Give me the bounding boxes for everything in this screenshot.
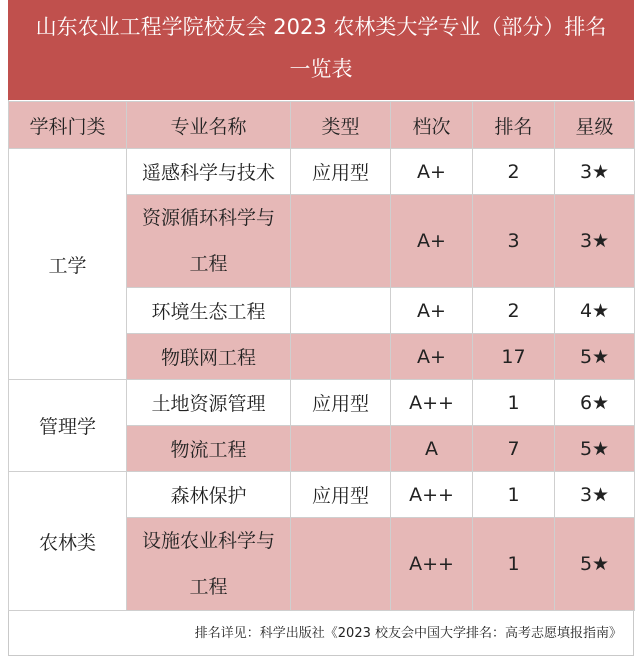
major-rank: 2: [473, 149, 555, 195]
major-stars: 5★: [555, 518, 635, 611]
title-line-2: 一览表: [289, 57, 353, 81]
major-type: 应用型: [291, 380, 391, 426]
major-rank: 1: [473, 380, 555, 426]
source-note: 排名详见：科学出版社《2023 校友会中国大学排名：高考志愿填报指南》: [194, 626, 622, 641]
major-stars: 5★: [555, 426, 635, 472]
major-type: 应用型: [291, 472, 391, 518]
category-cell: 管理学: [9, 380, 127, 472]
title-line-1: 山东农业工程学院校友会 2023 农林类大学专业（部分）排名: [35, 15, 607, 39]
major-type: [291, 426, 391, 472]
major-name: 物流工程: [127, 426, 291, 472]
table-row: [9, 380, 635, 426]
major-name-line-1: 设施农业科学与: [141, 530, 275, 552]
major-stars: 3★: [555, 149, 635, 195]
major-name: [127, 195, 291, 288]
table-row: [9, 472, 635, 518]
header-major-name: 专业名称: [127, 102, 291, 149]
header-stars: 星级: [555, 102, 635, 149]
major-rank: 7: [473, 426, 555, 472]
ranking-table: [8, 101, 635, 611]
major-grade: A++: [391, 518, 473, 611]
major-type: [291, 288, 391, 334]
header-grade: 档次: [391, 102, 473, 149]
major-rank: 1: [473, 472, 555, 518]
major-type: [291, 518, 391, 611]
category-cell: 农林类: [9, 472, 127, 611]
category-cell: 工学: [9, 149, 127, 380]
major-grade: A: [391, 426, 473, 472]
header-category: 学科门类: [9, 102, 127, 149]
major-name: 土地资源管理: [127, 380, 291, 426]
major-grade: A++: [391, 380, 473, 426]
major-type: [291, 334, 391, 380]
major-stars: 4★: [555, 288, 635, 334]
major-stars: 5★: [555, 334, 635, 380]
table-header-row: [9, 102, 635, 149]
header-type: 类型: [291, 102, 391, 149]
major-grade: A+: [391, 334, 473, 380]
page-title: [8, 0, 634, 100]
table-row: [9, 149, 635, 195]
major-stars: 3★: [555, 472, 635, 518]
major-stars: 6★: [555, 380, 635, 426]
major-type: 应用型: [291, 149, 391, 195]
major-stars: 3★: [555, 195, 635, 288]
header-rank: 排名: [473, 102, 555, 149]
major-name-line-1: 资源循环科学与: [141, 207, 275, 229]
major-grade: A+: [391, 288, 473, 334]
major-rank: 1: [473, 518, 555, 611]
major-rank: 3: [473, 195, 555, 288]
major-grade: A+: [391, 195, 473, 288]
major-name: 物联网工程: [127, 334, 291, 380]
major-rank: 2: [473, 288, 555, 334]
major-name-line-2: 工程: [189, 576, 228, 598]
major-name: 遥感科学与技术: [127, 149, 291, 195]
major-rank: 17: [473, 334, 555, 380]
major-name: 环境生态工程: [127, 288, 291, 334]
major-name-line-2: 工程: [189, 253, 228, 275]
major-type: [291, 195, 391, 288]
major-name: 森林保护: [127, 472, 291, 518]
major-grade: A++: [391, 472, 473, 518]
major-name: [127, 518, 291, 611]
major-grade: A+: [391, 149, 473, 195]
